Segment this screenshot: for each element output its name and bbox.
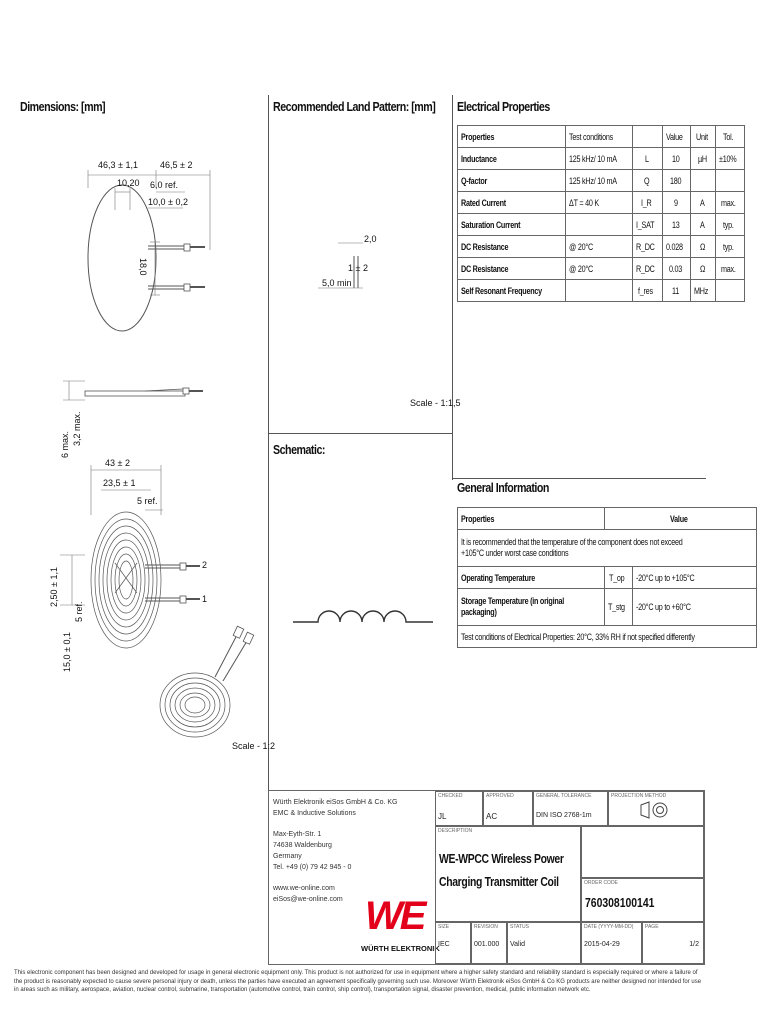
size-cell: SIZE IEC: [435, 922, 471, 964]
dim-250: 2,50 ± 1,1: [49, 567, 59, 607]
description-line2: Charging Transmitter Coil: [439, 874, 559, 889]
company-info: Würth Elektronik eiSos GmbH & Co. KG EMC & Inductive Solutions Max-Eyth-Str. 1 74638 Waldenburg Germany Tel. +49 (0) 79 42 945 - 0 www.we-online.com eiSos@we-online.com WE WÜRTH ELEKTRONIK: [269, 791, 436, 964]
projection-symbol-icon: [639, 800, 669, 820]
description-line1: WE-WPCC Wireless Power: [439, 851, 564, 866]
inductor-schematic-symbol: [293, 590, 433, 630]
table-row: Inductance 125 kHz/ 10 mA L 10 µH ±10%: [458, 148, 745, 170]
date-cell: DATE (YYYY-MM-DD) 2015-04-29: [581, 922, 642, 964]
disclaimer-text: This electronic component has been designed and developed for usage in general electronic equipment only. This product is not authorized for use in equipment where a higher safety standard and reliability standard is especially required or where a failure of the product is reasonably expected to cause severe personal injury or death, unless the parties have executed an agreement specifically governing such use. Moreover Würth Elektronik eiSos GmbH & Co KG products are neither designed nor intended for use in areas such as military, aerospace, aviation, nuclear control, submarine, transportation (automotive control, train control, ship control), transportation signal, disaster prevention, medical, public information network etc.: [14, 970, 702, 993]
dim-coil-235: 23,5 ± 1: [103, 478, 136, 488]
test-conditions-footnote: Test conditions of Electrical Properties: 20°C, 33% RH if not specified differently: [461, 631, 695, 642]
electrical-properties-title: Electrical Properties: [457, 99, 550, 114]
description-cell: DESCRIPTION WE-WPCC Wireless Power Charging Transmitter Coil: [435, 826, 581, 922]
table-row: [458, 626, 757, 648]
dim-ref-5: 5 ref.: [137, 496, 158, 506]
projection-method-cell: PROJECTION METHOD: [608, 791, 704, 826]
status-cell: STATUS Valid: [507, 922, 581, 964]
page-cell: PAGE 1/2: [642, 922, 704, 964]
table-header-row: [458, 126, 745, 148]
header-value: Value: [666, 131, 684, 142]
electrical-properties-table: [457, 125, 745, 302]
dim-width-b: 46,5 ± 2: [160, 160, 193, 170]
wurth-logo: [361, 894, 433, 944]
table-row: Self Resonant Frequency f_res 11 MHz: [458, 280, 745, 302]
header-test-conditions: Test conditions: [569, 131, 614, 142]
pin-label-2: 2: [202, 560, 208, 570]
logo-we-mark: WE: [365, 894, 424, 938]
order-code: 760308100141: [585, 895, 655, 910]
approved-cell: APPROVED AC: [483, 791, 533, 826]
dim-5ref-vertical: 5 ref.: [74, 601, 84, 622]
table-header-row: Properties Value: [458, 508, 757, 530]
checked-cell: CHECKED JL: [435, 791, 483, 826]
blank-cell: [581, 826, 704, 878]
land-min50: 5,0 min: [322, 278, 352, 288]
table-row: DC Resistance @ 20°C R_DC 0.028 Ω typ.: [458, 236, 745, 258]
dim-coil-43: 43 ± 2: [105, 458, 130, 468]
temperature-note: It is recommended that the temperature of the component does not exceed +105°C under worst case conditions: [461, 537, 683, 558]
dimensions-title: Dimensions: [mm]: [20, 99, 106, 114]
dim-ref-6: 6,0 ref.: [150, 180, 179, 190]
general-information-table: [457, 507, 757, 648]
land-pattern-title: Recommended Land Pattern: [mm]: [273, 99, 436, 114]
dim-150: 15,0 ± 0,1: [62, 632, 72, 672]
dim-lead-length: 10,0 ± 0,2: [148, 197, 188, 207]
dim-max-6: 6 max.: [60, 430, 70, 458]
horizontal-divider-general: [452, 478, 706, 479]
table-row: [458, 530, 757, 567]
horizontal-divider-schematic: [268, 433, 453, 434]
coil-top-view-drawing: [60, 150, 260, 340]
logo-caption: WÜRTH ELEKTRONIK: [361, 944, 440, 953]
vertical-divider-left: [268, 95, 269, 790]
header-tol: Tol.: [723, 131, 734, 142]
dim-width-a: 46,3 ± 1,1: [98, 160, 138, 170]
general-information-title: General Information: [457, 480, 549, 495]
general-tolerance-cell: GENERAL TOLERANCE DIN ISO 2768-1m: [533, 791, 608, 826]
table-row: Rated Current ΔT = 40 K I_R 9 A max.: [458, 192, 745, 214]
land-d20: 2,0: [364, 234, 377, 244]
dim-max-32: 3,2 max.: [72, 411, 82, 446]
header-properties: Properties: [461, 131, 495, 142]
dim-lead-gap: 10,20: [117, 178, 140, 188]
dim-height-18: 18,0: [138, 258, 148, 276]
table-row: Storage Temperature (in original packaging) T_stg -20°C up to +60°C: [458, 589, 757, 626]
title-block: [268, 790, 705, 965]
vertical-divider-right: [452, 95, 453, 480]
order-code-cell: ORDER CODE 760308100141: [581, 878, 704, 922]
table-row: Saturation Current I_SAT 13 A typ.: [458, 214, 745, 236]
pin-label-1: 1: [202, 594, 208, 604]
table-row: Operating Temperature T_op -20°C up to +105°C: [458, 567, 757, 589]
table-row: Q-factor 125 kHz/ 10 mA Q 180: [458, 170, 745, 192]
table-row: DC Resistance @ 20°C R_DC 0.03 Ω max.: [458, 258, 745, 280]
land-spacing: 1 ± 2: [348, 263, 368, 273]
scale-left: Scale - 1:2: [232, 741, 276, 751]
land-scale: Scale - 1:1,5: [410, 398, 461, 408]
revision-cell: REVISION 001.000: [471, 922, 507, 964]
header-unit: Unit: [695, 131, 708, 142]
schematic-title: Schematic:: [273, 442, 325, 457]
